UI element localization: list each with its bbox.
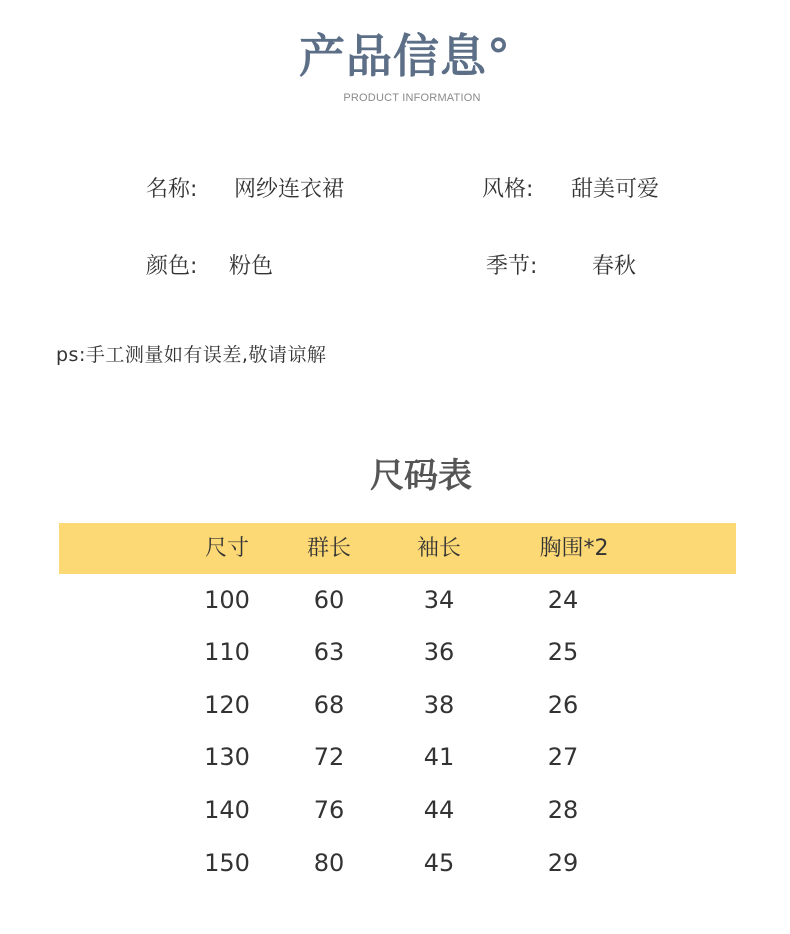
size-chart-cell: 41: [423, 743, 455, 771]
size-chart-cell: 100: [204, 586, 250, 614]
size-chart-column-header: 胸围*2: [539, 536, 609, 561]
page-title: 产品信息°: [299, 29, 511, 83]
size-chart-cell: 72: [313, 743, 345, 771]
size-chart-cell: 34: [423, 586, 455, 614]
size-chart-cell: 28: [547, 796, 579, 824]
size-chart-cell: 150: [204, 849, 250, 877]
size-chart-cell: 80: [313, 849, 345, 877]
size-chart-cell: 27: [547, 743, 579, 771]
page-subtitle: PRODUCT INFORMATION: [343, 92, 481, 104]
size-chart-cell: 120: [204, 691, 250, 719]
season-label: 季节:: [486, 254, 538, 279]
size-chart-cell: 38: [423, 691, 455, 719]
size-chart-cell: 76: [313, 796, 345, 824]
color-label: 颜色:: [146, 254, 198, 279]
size-chart-cell: 26: [547, 691, 579, 719]
size-chart-cell: 29: [547, 849, 579, 877]
size-chart-cell: 44: [423, 796, 455, 824]
size-chart-cell: 110: [204, 638, 250, 666]
size-chart-cell: 25: [547, 638, 579, 666]
size-chart-cell: 60: [313, 586, 345, 614]
size-chart-title: 尺码表: [370, 456, 472, 496]
size-chart-cell: 45: [423, 849, 455, 877]
size-chart-cell: 130: [204, 743, 250, 771]
size-chart-cell: 36: [423, 638, 455, 666]
measurement-note: ps:手工测量如有误差,敬请谅解: [56, 344, 327, 366]
size-chart-cell: 140: [204, 796, 250, 824]
size-chart-column-header: 尺寸: [204, 536, 249, 561]
name-label: 名称:: [146, 177, 198, 202]
size-chart-cell: 68: [313, 691, 345, 719]
style-value: 甜美可爱: [571, 177, 660, 202]
size-chart-cell: 24: [547, 586, 579, 614]
size-chart-column-header: 群长: [306, 536, 351, 561]
style-label: 风格:: [482, 177, 534, 202]
color-value: 粉色: [229, 254, 274, 279]
size-chart-cell: 63: [313, 638, 345, 666]
season-value: 春秋: [592, 254, 637, 279]
size-chart-column-header: 袖长: [416, 536, 461, 561]
name-value: 网纱连衣裙: [234, 177, 345, 202]
